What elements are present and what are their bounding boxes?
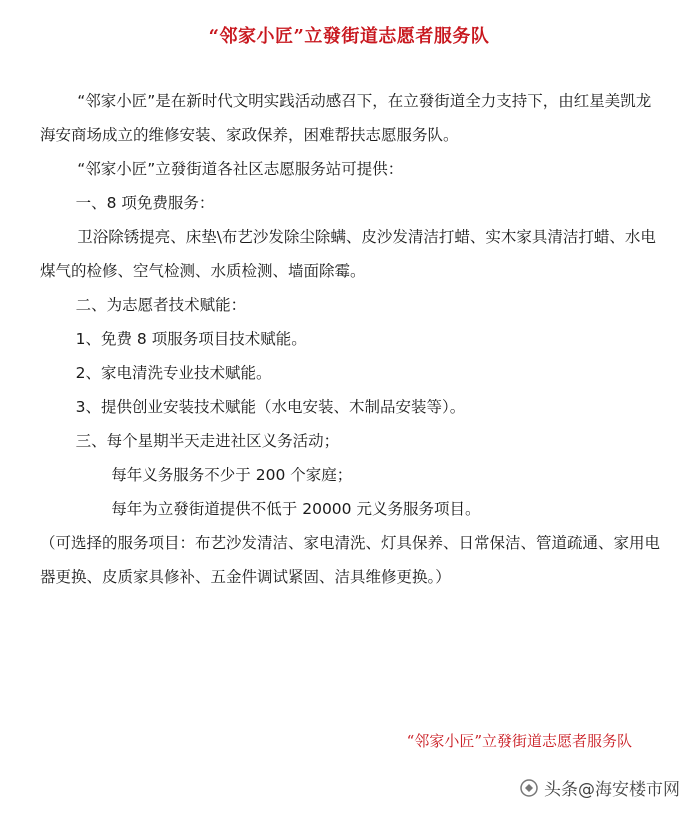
- training-item-1: 1、免费 8 项服务项目技术赋能。: [75, 330, 307, 348]
- section-heading-free-services: 一、8 项免费服务：: [75, 194, 215, 212]
- weekly-item-families: 每年义务服务不少于 200 个家庭；: [111, 466, 353, 484]
- watermark: [518, 775, 680, 800]
- section-heading-weekly: 三、每个星期半天走进社区义务活动；: [75, 432, 340, 450]
- watermark-text: 头条@海安楼市网: [544, 780, 680, 800]
- document-title: “邻家小匠”立發街道志愿者服务队: [208, 26, 490, 47]
- section-heading-training: 二、为志愿者技术赋能：: [75, 296, 247, 314]
- document-body: [40, 84, 662, 594]
- weekly-item-value: 每年为立發街道提供不低于 20000 元义务服务项目。: [111, 500, 481, 518]
- free-services-list: 卫浴除锈提亮、床垫\布艺沙发除尘除螨、皮沙发清洁打蜡、实木家具清洁打蜡、水电煤气的检修、空气检测、水质检测、墙面除霉。: [40, 228, 656, 280]
- intro-paragraph: “邻家小匠”是在新时代文明实践活动感召下，在立發街道全力支持下，由红星美凯龙海安商场成立的维修安装、家政保养，困难帮扶志愿服务队。: [40, 92, 652, 144]
- training-item-3: 3、提供创业安装技术赋能（水电安装、木制品安装等）。: [75, 398, 466, 416]
- optional-services-note: （可选择的服务项目：布艺沙发清洁、家电清洗、灯具保养、日常保洁、管道疏通、家用电器更换、皮质家具修补、五金件调试紧固、洁具维修更换。）: [40, 534, 661, 586]
- document-signature: “邻家小匠”立發街道志愿者服务队: [406, 732, 632, 750]
- toutiao-logo-icon: [518, 777, 540, 799]
- services-intro: “邻家小匠”立發街道各社区志愿服务站可提供：: [77, 160, 404, 178]
- training-item-2: 2、家电清洗专业技术赋能。: [75, 364, 272, 382]
